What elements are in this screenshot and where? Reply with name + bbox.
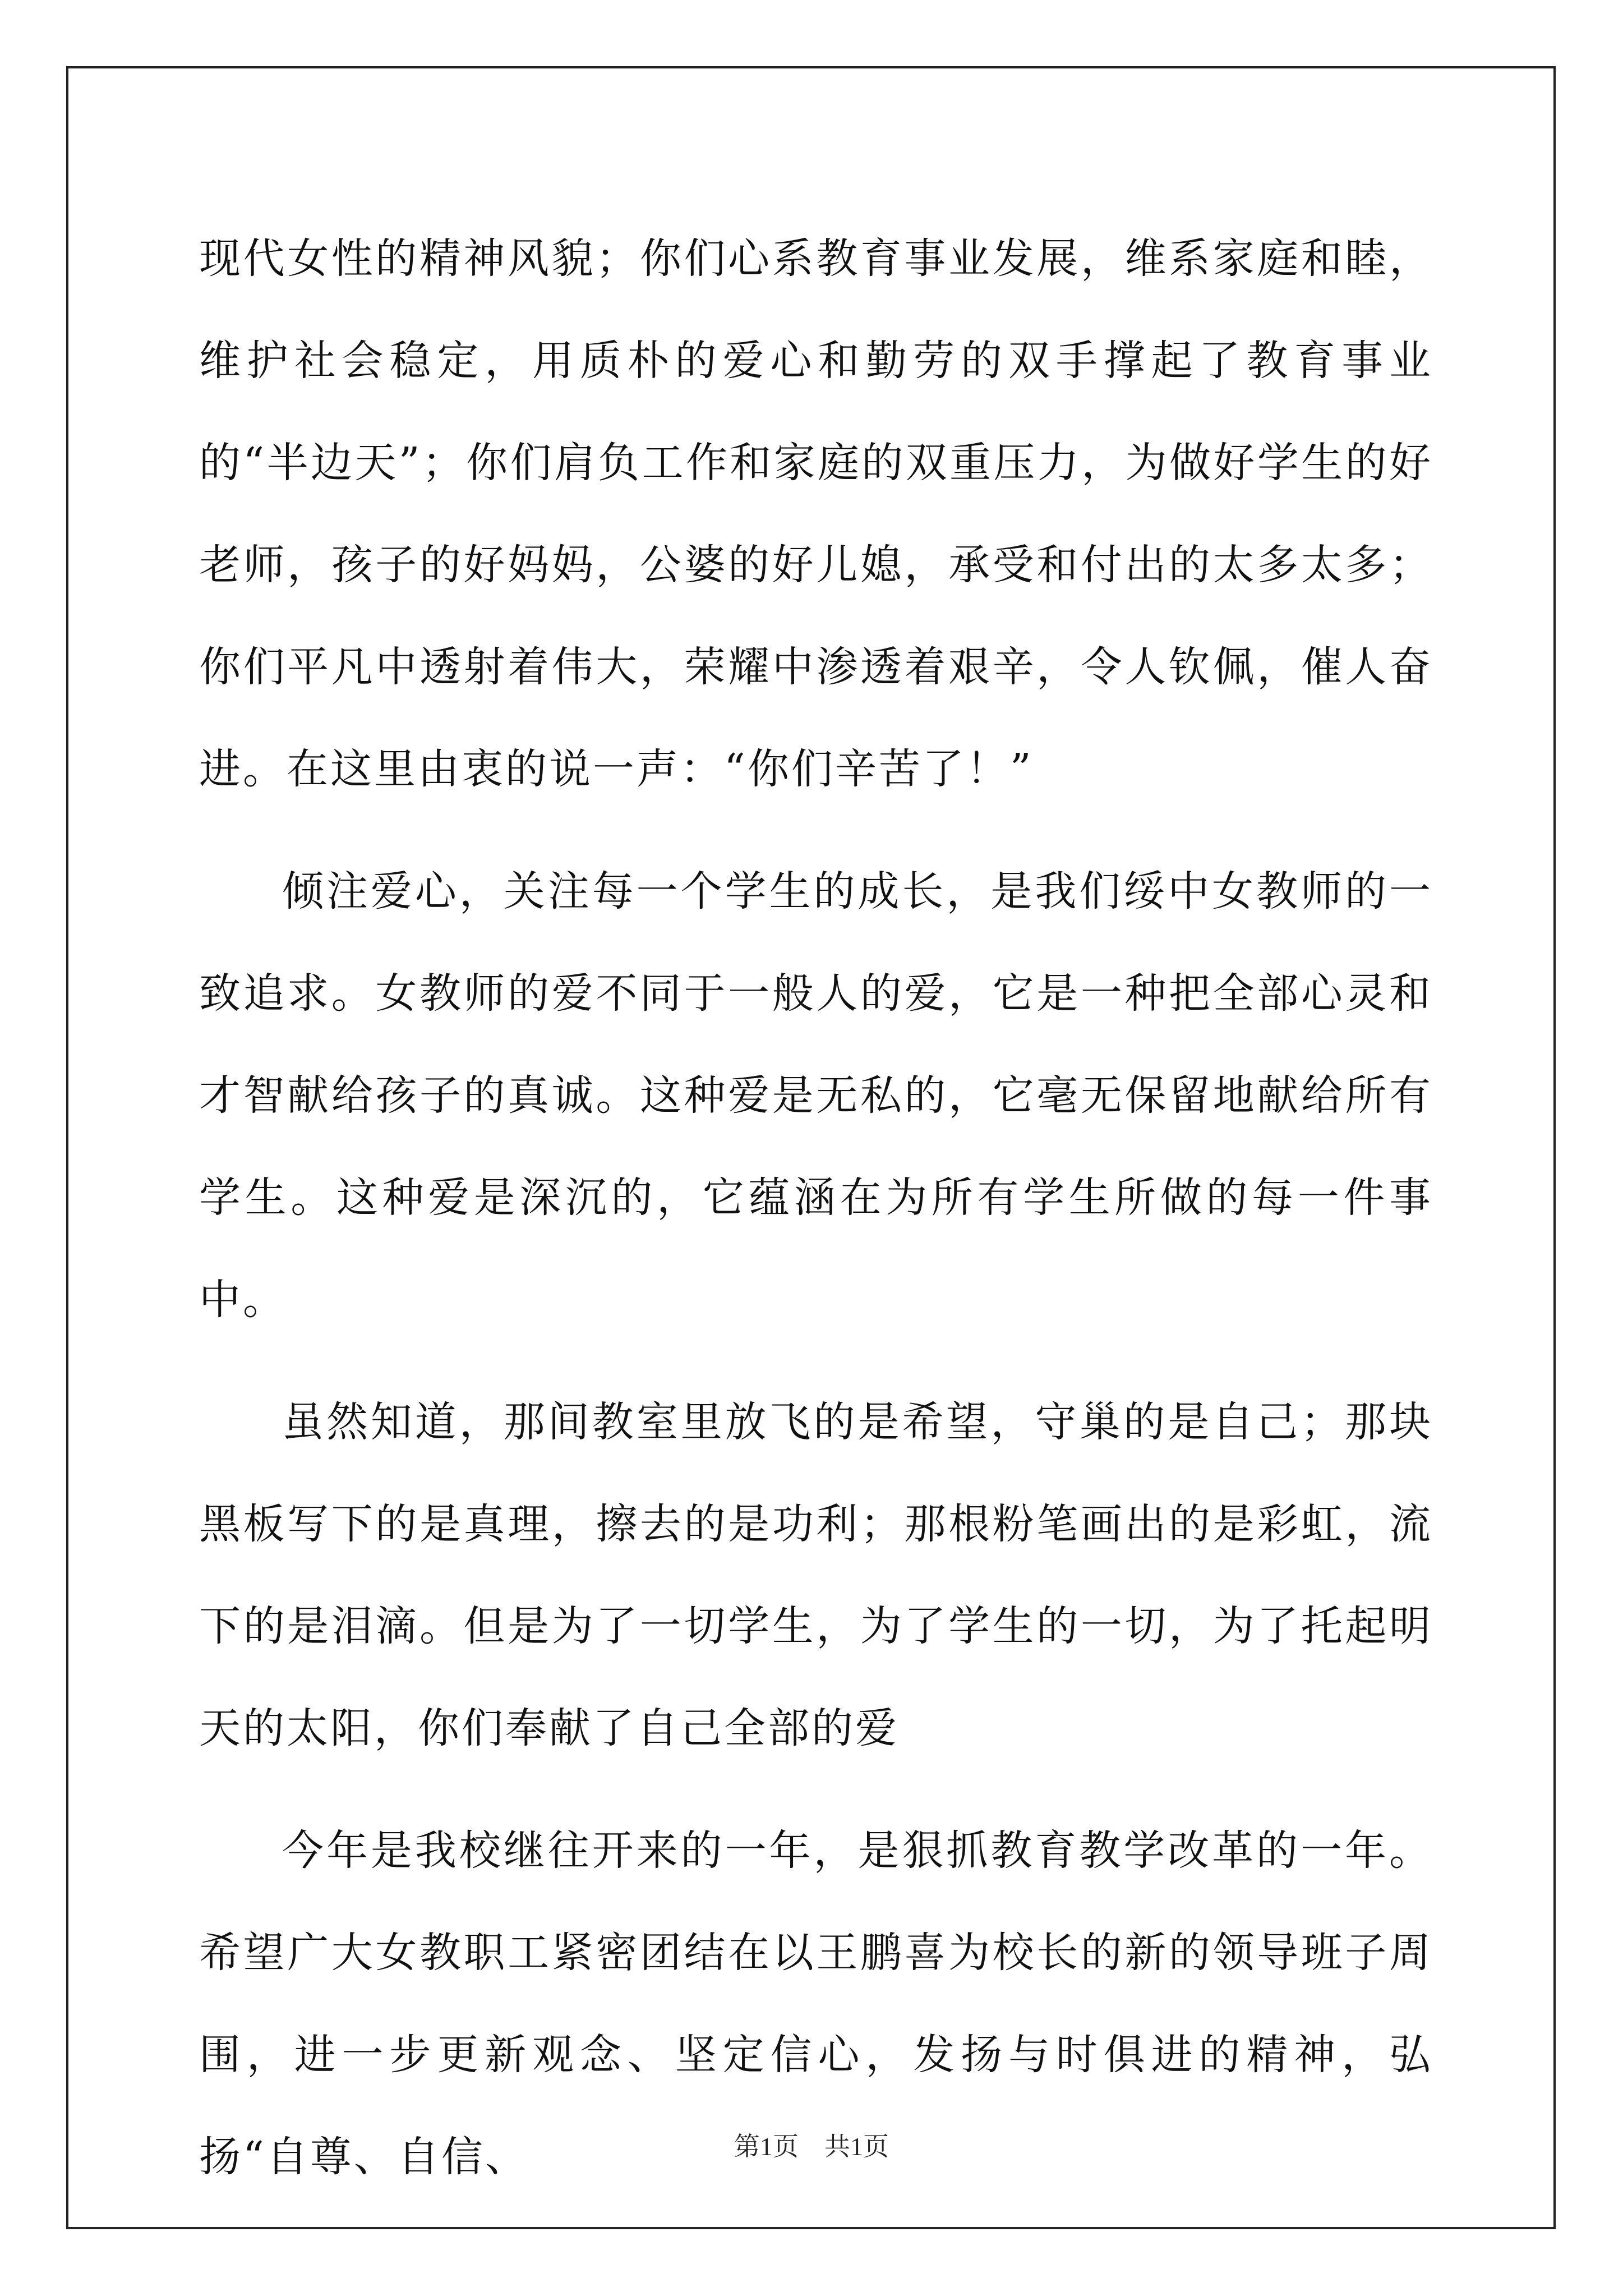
document-body <box>199 208 1433 2228</box>
paragraph-4: 今年是我校继往开来的一年，是狠抓教育教学改革的一年。希望广大女教职工紧密团结在以王鹏喜为校长的新的领导班子周围，进一步更新观念、坚定信心，发扬与时俱进的精神，弘扬“自尊、自信、 <box>199 1826 1433 2181</box>
paragraph-1: 现代女性的精神风貌；你们心系教育事业发展，维系家庭和睦，维护社会稳定，用质朴的爱心和勤劳的双手撑起了教育事业的“半边天”；你们肩负工作和家庭的双重压力，为做好学生的好老师，孩子的好妈妈，公婆的好儿媳，承受和付出的太多太多；你们平凡中透射着伟大，荣耀中渗透着艰辛，令人钦佩，催人奋进。在这里由衷的说一声：“你们辛苦了！” <box>199 234 1433 793</box>
page-number-footer: 第1页 共1页 <box>734 2132 889 2161</box>
paragraph-2: 倾注爱心，关注每一个学生的成长，是我们绥中女教师的一致追求。女教师的爱不同于一般人的爱，它是一种把全部心灵和才智献给孩子的真诚。这种爱是无私的，它毫无保留地献给所有学生。这种爱是深沉的，它蕴涵在为所有学生所做的每一件事中。 <box>199 867 1433 1324</box>
paragraph-3: 虽然知道，那间教室里放飞的是希望，守巢的是自己；那块黑板写下的是真理，擦去的是功利；那根粉笔画出的是彩虹，流下的是泪滴。但是为了一切学生，为了学生的一切，为了托起明天的太阳，你们奉献了自己全部的爱 <box>199 1398 1433 1752</box>
